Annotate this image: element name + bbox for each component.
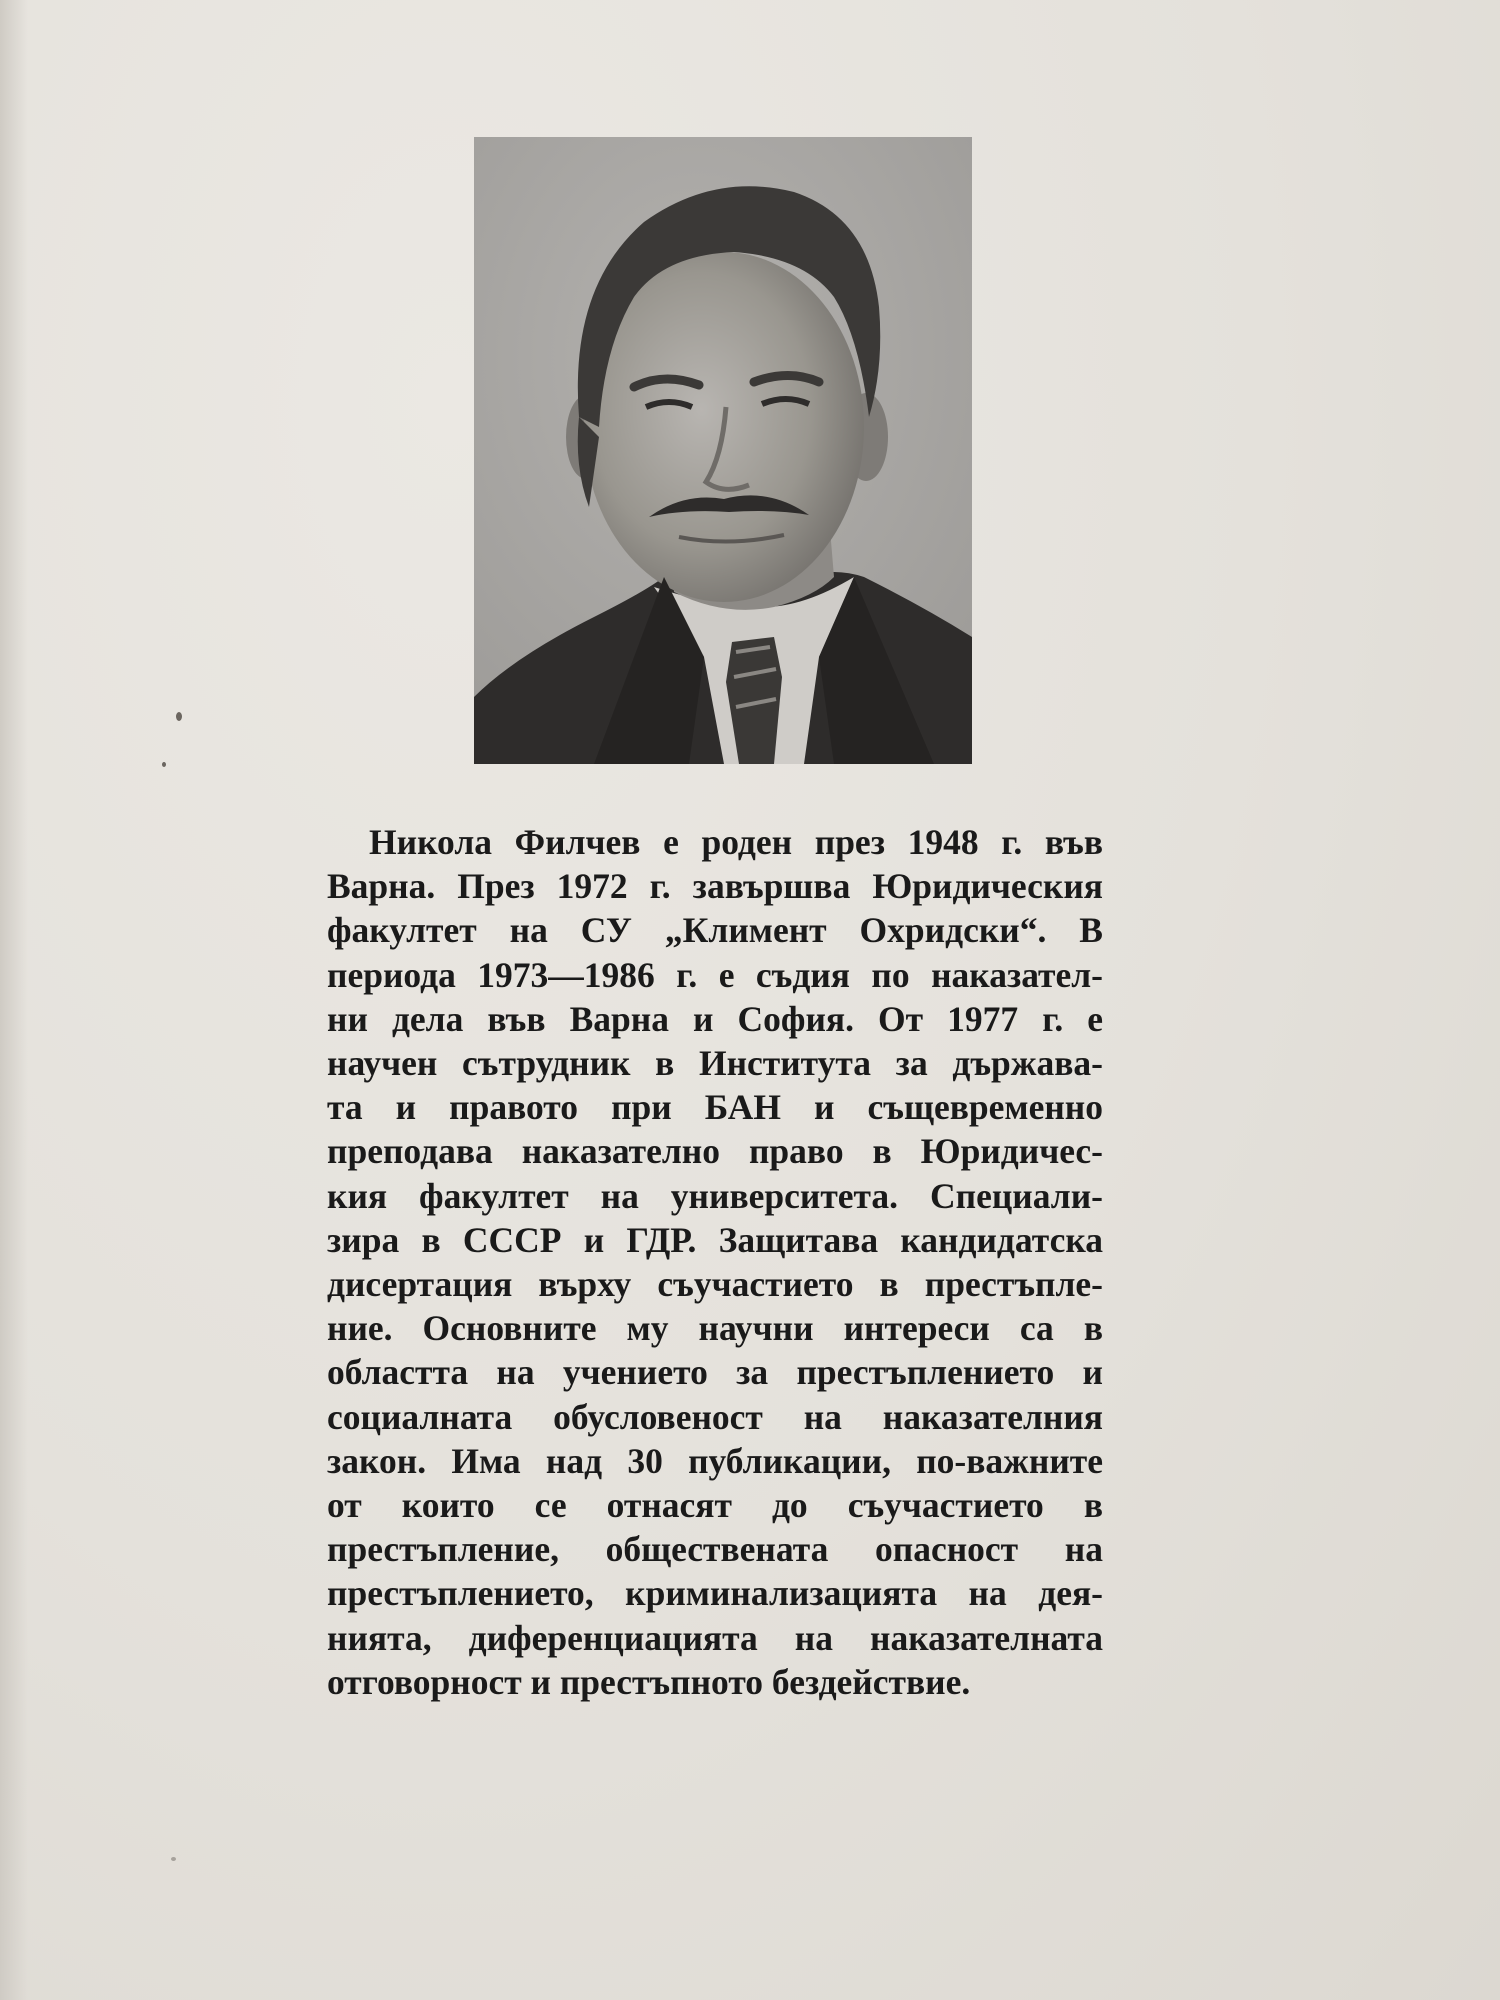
bio-line: ние. Основните му научни интереси са в bbox=[327, 1308, 1103, 1349]
bio-line: факултет на СУ „Климент Охридски“. В bbox=[327, 910, 1103, 951]
bio-line: преподава наказателно право в Юридичес- bbox=[327, 1131, 1103, 1172]
author-biography bbox=[327, 820, 1103, 1704]
paper-speck bbox=[162, 762, 166, 767]
bio-line: та и правото при БАН и същевременно bbox=[327, 1087, 1103, 1128]
bio-line: периода 1973—1986 г. е съдия по наказател- bbox=[327, 954, 1103, 995]
page-edge-shadow bbox=[0, 0, 28, 2000]
bio-line: ни дела във Варна и София. От 1977 г. е bbox=[327, 998, 1103, 1039]
paper-speck bbox=[171, 1857, 176, 1861]
author-portrait bbox=[474, 137, 972, 764]
portrait-photo-icon bbox=[474, 137, 972, 764]
bio-line: от които се отнасят до съучастието в bbox=[327, 1485, 1103, 1526]
bio-line: отговорност и престъпното бездействие. bbox=[327, 1661, 971, 1702]
bio-line: научен сътрудник в Института за държава- bbox=[327, 1043, 1103, 1084]
bio-line: нията, диференциацията на наказателната bbox=[327, 1617, 1103, 1658]
bio-line: престъплението, криминализацията на дея- bbox=[327, 1573, 1103, 1614]
bio-line: Варна. През 1972 г. завършва Юридическия bbox=[327, 866, 1103, 907]
bio-line: зира в СССР и ГДР. Защитава кандидатска bbox=[327, 1219, 1103, 1260]
bio-line: дисертация върху съучастието в престъпле- bbox=[327, 1264, 1103, 1305]
bio-line: областта на учението за престъплението и bbox=[327, 1352, 1103, 1393]
bio-line: закон. Има над 30 публикации, по-важните bbox=[327, 1440, 1103, 1481]
bio-line: кия факултет на университета. Специали- bbox=[327, 1175, 1103, 1216]
bio-line: престъпление, обществената опасност на bbox=[327, 1529, 1103, 1570]
bio-line: Никола Филчев е роден през 1948 г. във bbox=[369, 822, 1103, 862]
bio-line: социалната обусловеност на наказателния bbox=[327, 1396, 1103, 1437]
paper-speck bbox=[176, 712, 182, 721]
